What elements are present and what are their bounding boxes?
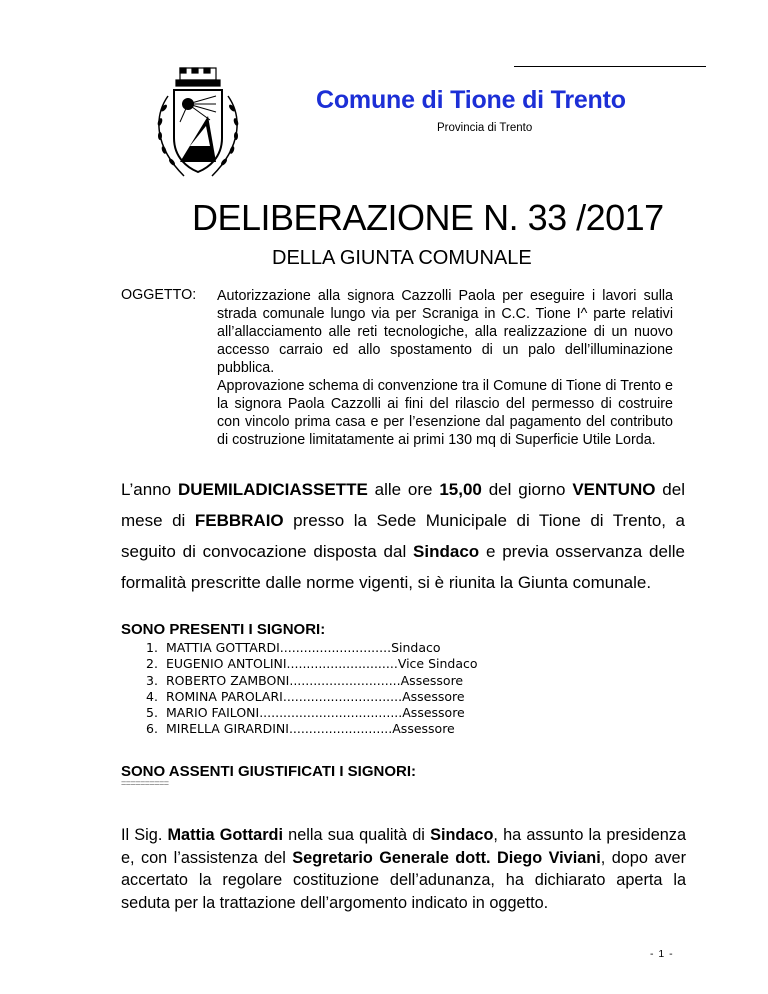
intro-text-6: e previa osservanza delle formalità prescritte dalle norme vigenti, si è riunita la Giunta comunale. [121,542,685,592]
member-role: Assessore [400,672,464,688]
member-role: Sindaco [391,640,441,655]
comune-title: Comune di Tione di Trento [316,86,626,114]
member-name: MIRELLA GIRARDINI [166,721,289,737]
members-list [146,640,478,738]
member-number: 1. [146,640,158,655]
member-item [146,640,478,656]
member-dots: ............................ [286,656,398,672]
member-dots: .............................. [282,688,403,704]
oggetto-paragraph-1: Autorizzazione alla signora Cazzolli Paola per eseguire i lavori sulla strada comunale lungo via per Scraniga in C.C. Tione I^ parte relativi all’allacciamento alle reti tecnologiche, alla realizzazione di un nuovo accesso carraio ed allo spostamento di un palo dell’illuminazione pubblica. [217,288,673,376]
member-item [146,705,478,721]
intro-text-5: presso la Sede Municipale di Tione di Trento, a seguito di convocazione disposta dal [121,511,686,561]
presidenza-paragraph [121,824,686,914]
intro-month: FEBBRAIO [194,511,284,530]
member-name: ROBERTO ZAMBONI [166,672,290,688]
member-dots: ............................ [289,672,401,688]
intro-paragraph [121,474,685,598]
member-dots: .................................... [259,705,403,721]
intro-text-1: L’anno [121,480,178,499]
presidenza-text-2: nella sua qualità di [283,826,431,844]
deliberazione-title: DELIBERAZIONE N. 33 /2017 [192,197,664,238]
oggetto-paragraph-2: Approvazione schema di convenzione tra il Comune di Tione di Trento e la signora Paola Cazzolli ai fini del rilascio del permesso di costruire con vincolo prima casa e per l’esenzione dal pagamento del contributo di costruzione limitatamente ai primi 130 mq di Superficie Utile Lorda. [217,378,673,448]
coat-of-arms-icon [150,66,246,186]
member-name: ROMINA PAROLARI [166,688,283,704]
member-number: 5. [146,705,158,721]
intro-convener: Sindaco [413,542,480,561]
member-number: 4. [146,688,158,704]
deliberazione-subtitle: DELLA GIUNTA COMUNALE [272,247,532,269]
member-name: EUGENIO ANTOLINI [166,656,287,672]
member-role: Assessore [392,721,455,737]
intro-year: DUEMILADICIASSETTE [177,480,368,499]
member-item [146,689,478,705]
member-item [146,673,478,689]
signature-line [514,66,706,67]
member-item [146,656,478,672]
intro-text-3: del giorno [481,480,573,499]
oggetto-text [217,287,673,449]
presidenza-text-1: Il Sig. [121,826,168,844]
member-dots: ............................ [279,640,392,655]
intro-day: VENTUNO [572,480,656,499]
presidenza-secretary: Segretario Generale dott. Diego Viviani [292,848,601,867]
provincia-subtitle: Provincia di Trento [437,122,533,134]
presidenza-name: Mattia Gottardi [167,826,284,844]
member-role: Assessore [402,705,465,721]
member-dots: .......................... [288,721,393,737]
intro-text-2: alle ore [367,480,440,499]
member-number: 6. [146,721,158,737]
presidenza-text-3: , ha assunto la presidenza e, con l’assistenza del [121,826,686,867]
member-number: 2. [146,656,158,672]
intro-time: 15,00 [439,480,482,499]
page-number: - 1 - [650,948,674,960]
assenti-value: ========== [121,778,169,788]
presidenza-role: Sindaco [430,826,494,844]
member-name: MARIO FAILONI [166,705,260,721]
member-number: 3. [146,672,158,688]
assenti-title: SONO ASSENTI GIUSTIFICATI I SIGNORI: [121,763,417,780]
member-role: Vice Sindaco [397,656,478,672]
member-item [146,721,478,737]
presidenza-text-4: , dopo aver accertato la regolare costituzione dell’adunanza, ha dichiarato aperta la seduta per la trattazione dell’argomento indicato in oggetto. [121,848,686,912]
presenti-title: SONO PRESENTI I SIGNORI: [121,621,326,638]
member-role: Assessore [402,688,465,704]
intro-text-4: del mese di [121,480,685,530]
oggetto-label: OGGETTO: [121,287,197,303]
member-name: MATTIA GOTTARDI [166,640,280,655]
